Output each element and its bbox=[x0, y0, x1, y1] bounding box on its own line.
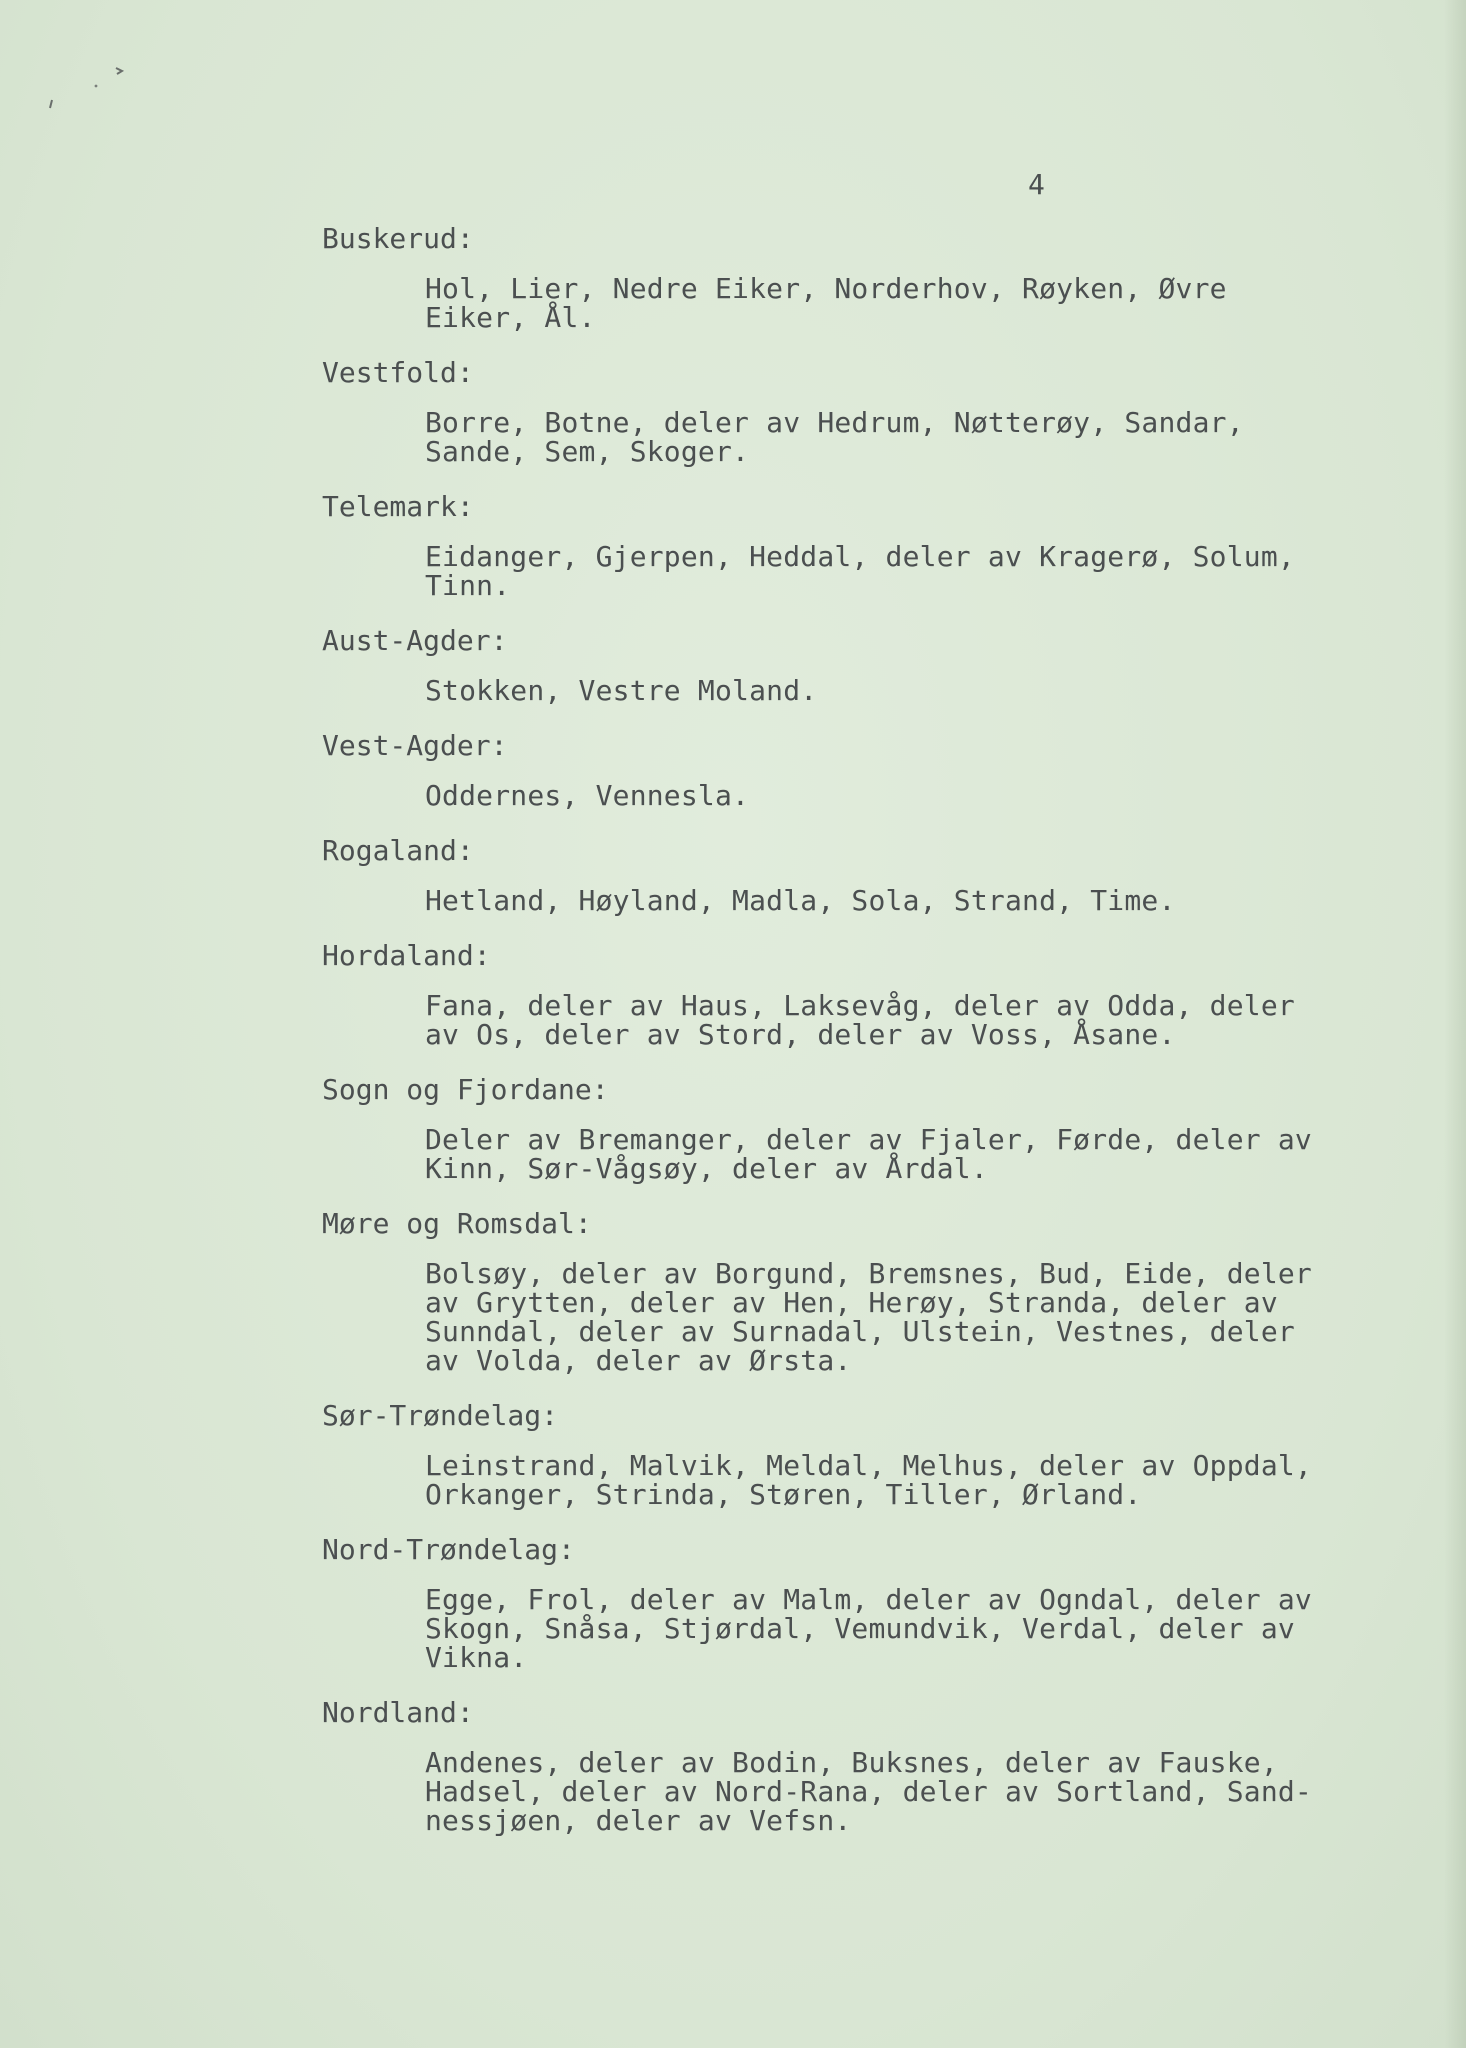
municipality-list: Fana, deler av Haus, Laksevåg, deler av Odda, deler av Os, deler av Stord, deler av Voss, Åsane. bbox=[425, 989, 1295, 1051]
county-heading: Aust-Agder: bbox=[322, 624, 508, 657]
municipality-list: Deler av Bremanger, deler av Fjaler, Førde, deler av Kinn, Sør-Vågsøy, deler av Årdal. bbox=[425, 1123, 1312, 1185]
municipality-list: Stokken, Vestre Moland. bbox=[425, 674, 818, 707]
county-heading: Buskerud: bbox=[322, 222, 474, 255]
county-section-nord-trondelag bbox=[322, 1535, 1342, 1672]
county-heading: Hordaland: bbox=[322, 939, 491, 972]
municipality-list: Oddernes, Vennesla. bbox=[425, 779, 750, 812]
county-heading: Telemark: bbox=[322, 490, 474, 523]
municipality-list: Leinstrand, Malvik, Meldal, Melhus, deler av Oppdal, Orkanger, Strinda, Støren, Tiller, Ørland. bbox=[425, 1449, 1312, 1511]
county-section-sor-trondelag bbox=[322, 1401, 1342, 1509]
county-heading: Vest-Agder: bbox=[322, 729, 508, 762]
municipality-list: Eidanger, Gjerpen, Heddal, deler av Kragerø, Solum, Tinn. bbox=[425, 540, 1295, 602]
county-section-buskerud bbox=[322, 224, 1342, 332]
municipality-list: Borre, Botne, deler av Hedrum, Nøtterøy, Sandar, Sande, Sem, Skoger. bbox=[425, 406, 1244, 468]
county-section-rogaland bbox=[322, 836, 1342, 915]
county-heading: Nordland: bbox=[322, 1696, 474, 1729]
page-number: 4 bbox=[1028, 168, 1046, 201]
county-heading: Rogaland: bbox=[322, 834, 474, 867]
municipality-list: Hol, Lier, Nedre Eiker, Norderhov, Røyken, Øvre Eiker, Ål. bbox=[425, 272, 1227, 334]
county-section-hordaland bbox=[322, 941, 1342, 1049]
county-section-nordland bbox=[322, 1698, 1342, 1835]
county-heading: Nord-Trøndelag: bbox=[322, 1533, 575, 1566]
county-list bbox=[322, 224, 1342, 1861]
county-section-aust-agder bbox=[322, 626, 1342, 705]
county-heading: Sogn og Fjordane: bbox=[322, 1073, 609, 1106]
municipality-list: Bolsøy, deler av Borgund, Bremsnes, Bud, Eide, deler av Grytten, deler av Hen, Herøy, Stranda, deler av Sunndal, deler av Surnadal, Ulstein, Vestnes, deler av Volda, deler av Ørsta. bbox=[425, 1257, 1312, 1377]
municipality-list: Andenes, deler av Bodin, Buksnes, deler av Fauske, Hadsel, deler av Nord-Rana, deler av Sortland, Sand- nessjøen, deler av Vefsn. bbox=[425, 1746, 1312, 1837]
county-section-vest-agder bbox=[322, 731, 1342, 810]
municipality-list: Egge, Frol, deler av Malm, deler av Ogndal, deler av Skogn, Snåsa, Stjørdal, Vemundvik, Verdal, deler av Vikna. bbox=[425, 1583, 1312, 1674]
municipality-list: Hetland, Høyland, Madla, Sola, Strand, Time. bbox=[425, 884, 1176, 917]
paper-speck-marks bbox=[44, 62, 134, 112]
county-section-telemark bbox=[322, 492, 1342, 600]
county-heading: Møre og Romsdal: bbox=[322, 1207, 592, 1240]
county-section-sogn-og-fjordane bbox=[322, 1075, 1342, 1183]
paper-edge-shadow bbox=[1444, 0, 1466, 2048]
county-section-more-og-romsdal bbox=[322, 1209, 1342, 1375]
county-section-vestfold bbox=[322, 358, 1342, 466]
county-heading: Sør-Trøndelag: bbox=[322, 1399, 559, 1432]
county-heading: Vestfold: bbox=[322, 356, 474, 389]
